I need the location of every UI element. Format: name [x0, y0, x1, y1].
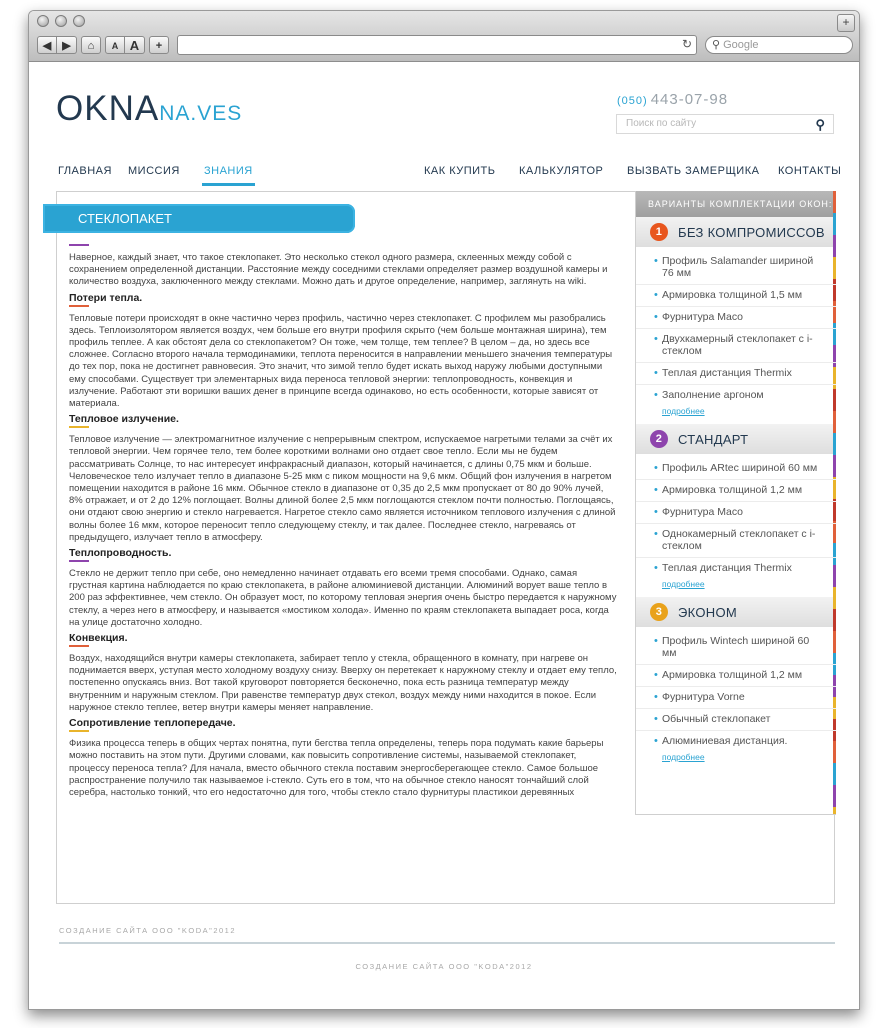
section-accent: [69, 645, 89, 647]
nav-item-home[interactable]: ГЛАВНАЯ: [58, 165, 112, 177]
list-item: • Фурнитура Maco: [636, 502, 836, 524]
package-header[interactable]: [636, 424, 836, 454]
nav-item-contacts[interactable]: КОНТАКТЫ: [778, 165, 842, 177]
footer-credit-top[interactable]: СОЗДАНИЕ САЙТА ООО "KODA"2012: [59, 926, 237, 935]
section-text: Тепловые потери происходят в окне частично через профиль, частично через стеклопакет. С профилем мы разобрались здесь. Теплоизолятором является воздух, чем больше его внутри профиля скрыто (чем больше монтажная ширина), тем профиль теплее. А как обстоят дела со стеклопакетом? Он тоже, чем толще, тем теплее? В целом – да, но здесь все сложнее. Согласно второго начала термодинамики, теплота переносится в направлении меньшего значения температуры до тех пор, пока не достигнет равновесия. Это значит, что зимой тепло будет искать выход наружу любыми доступными ему способами. Существует три элементарных вида переноса тепловой энергии: теплопроводность, конвекция и излучение. Работают эти воришки ваших денег в принципе всегда одинаково, но есть особенности, которые зависят от материала.: [69, 312, 613, 410]
add-bookmark-button[interactable]: +: [149, 36, 169, 54]
package-number-badge: 2: [650, 430, 668, 448]
list-item: • Однокамерный стеклопакет с i-стеклом: [636, 524, 836, 558]
more-link[interactable]: подробнее: [662, 579, 705, 589]
article-section: [69, 632, 617, 714]
article-section: [69, 547, 617, 629]
section-text: Воздух, находящийся внутри камеры стеклопакета, забирает тепло у стекла, обращенного в комнату, при нагреве он поднимается вверх, уступая место холодному воздуху снизу. Вверху он перетекает к наружному стеклу и отдает ему тепло, постепенно опускаясь вниз. Вот такой круговорот повторяется бесконечно, пока есть разница температур между внутренним и наружным стеклом. При равенстве температур двух стекол, воздух между ними находится в покое. Если наружное стекло теплее, ветер внутри камеры меняет направление.: [69, 653, 617, 713]
section-accent: [69, 560, 89, 562]
font-size-group: [105, 36, 145, 54]
list-item: • Армировка толщиной 1,2 мм: [636, 480, 836, 502]
phone-digits: 443-07-98: [650, 91, 729, 108]
list-item: • Заполнение аргоном: [636, 385, 836, 406]
package-number-badge: 3: [650, 603, 668, 621]
package-title: БЕЗ КОМПРОМИССОВ: [678, 224, 825, 240]
article-section: [69, 244, 617, 289]
section-accent: [69, 305, 89, 307]
font-larger-button[interactable]: A: [125, 36, 145, 54]
section-heading: Сопротивление теплопередаче.: [69, 717, 236, 730]
phone-number: [617, 91, 728, 108]
page-title: СТЕКЛОПАКЕТ: [43, 204, 355, 233]
footer-credit-bottom[interactable]: СОЗДАНИЕ САЙТА ООО "KODA"2012: [355, 962, 533, 971]
list-item: • Профиль ARtec шириной 60 мм: [636, 458, 836, 480]
list-item: • Обычный стеклопакет: [636, 709, 836, 731]
section-text: Тепловое излучение — электромагнитное излучение с непрерывным спектром, испускаемое нагретыми телами за счёт их тепловой энергии. Чем горячее тело, тем более короткими волнами оно отдает свое тепло. Если мы не будем рассматривать Солнце, то нас интересует инфракрасный диапазон, который начинается, с длины 0,75 мкм и больше. Человеческое тело излучает тепло в диапазоне 5-25 мкм с пиком мощности на 9,6 мкм. Общий фон излучения в нагретом помещении находится в районе 16 мкм. Обычное стекло в диапазоне от 0,35 до 2,5 мкм пропускает от 80 до 90% лучей, 8% отражает, и от 2 до 12% поглощает. Волны длиной более 2,5 мкм поглощаются стеклом почти полностью. Поглощаясь, они отдают свою энергию и стекло нагревается. Нагретое стекло само является источником теплового излучения с длиной волны более 16 мкм, которое переносит тепло следующему стеклу, и так далее. Последнее стекло, нагреваясь от предыдущего, излучает тепло в атмосферу.: [69, 434, 616, 543]
package-number-badge: 1: [650, 223, 668, 241]
package-feature-list: [636, 454, 836, 579]
list-item: • Профиль Salamander шириной 76 мм: [636, 251, 836, 285]
list-item: • Фурнитура Vorne: [636, 687, 836, 709]
list-item: • Алюминиевая дистанция.: [636, 731, 836, 752]
package-card: [636, 597, 836, 770]
main-navigation: [57, 165, 859, 185]
sidebar-heading: ВАРИАНТЫ КОМПЛЕКТАЦИИ ОКОН:: [636, 191, 836, 217]
back-forward-group: [37, 36, 77, 54]
section-text: Наверное, каждый знает, что такое стеклопакет. Это несколько стекол одного размера, склеенных между собой с сохранением определенной дистанции. Расстояние между соседними стеклами определяет размер воздушной камеры и количество воздуха, заключенного между стеклами. Можно дать и другое определение, например, заглянуть на wiki.: [69, 252, 608, 288]
nav-item-how-to-buy[interactable]: КАК КУПИТЬ: [424, 165, 496, 177]
browser-window: [28, 10, 860, 1010]
section-text: Стекло не держит тепло при себе, оно немедленно начинает отдавать его всеми тремя способами. Однако, самая грустная картина наблюдается по краю стеклопакета, в районе алюминиевой дистанции. Алюминий ворует ваше тепло в 200 раз эффективнее, чем стекло. Он образует мост, по которому тепловая энергия очень быстро передается к наружному стеклу, а через него в атмосферу, и называется «мостиком холода». Именно по краям стеклопакета выпадает роса, когда на улице достаточно холодно.: [69, 568, 617, 628]
list-item: • Теплая дистанция Thermix: [636, 363, 836, 385]
site-search-placeholder: Поиск по сайту: [626, 118, 697, 129]
minimize-window-button[interactable]: [55, 15, 67, 27]
browser-toolbar: [37, 35, 853, 55]
article-section: [69, 292, 617, 411]
section-accent: [69, 426, 89, 428]
nav-item-calculator[interactable]: КАЛЬКУЛЯТОР: [519, 165, 604, 177]
list-item: • Двухкамерный стеклопакет с i-стеклом: [636, 329, 836, 363]
search-icon[interactable]: ⚲: [815, 117, 825, 132]
package-header[interactable]: [636, 597, 836, 627]
package-feature-list: [636, 247, 836, 406]
package-header[interactable]: [636, 217, 836, 247]
back-button[interactable]: ◀: [37, 36, 57, 54]
section-accent: [69, 244, 89, 246]
phone-code: (050): [617, 95, 648, 107]
article-section: [69, 413, 617, 544]
browser-search-field[interactable]: [705, 36, 853, 54]
list-item: • Теплая дистанция Thermix: [636, 558, 836, 579]
package-card: [636, 424, 836, 597]
section-heading: Потери тепла.: [69, 291, 143, 304]
browser-search-placeholder: Google: [723, 39, 759, 51]
more-link[interactable]: подробнее: [662, 752, 705, 762]
section-heading: Тепловое излучение.: [69, 413, 179, 426]
site-search-input[interactable]: [616, 114, 834, 134]
window-controls: [37, 15, 85, 27]
zoom-window-button[interactable]: [73, 15, 85, 27]
home-button[interactable]: ⌂: [81, 36, 101, 54]
browser-chrome: [29, 11, 859, 62]
article-body: [69, 244, 617, 899]
article-section: [69, 717, 617, 799]
logo-main: OKNA: [56, 89, 160, 128]
nav-item-call-measurer[interactable]: ВЫЗВАТЬ ЗАМЕРЩИКА: [627, 165, 760, 177]
address-bar[interactable]: [177, 35, 697, 55]
forward-button[interactable]: ▶: [57, 36, 77, 54]
section-text: Физика процесса теперь в общих чертах понятна, пути бегства тепла определены, теперь пора подумать какие барьеры можно поставить на этом пути. Другими словами, как повысить сопротивление системы, называемой стеклопакет, процессу переноса тепла? Для начала, вместо обычного стекла поставим энергосберегающее стекло. Самое большое распространение получило так называемое i-стекло. Суть его в том, что на обычное стекло наносят тончайший слой серебра, настолько тонкий, что его недостаточно для того, чтобы стекло стало фурнитуры пластикои деревянных: [69, 738, 604, 798]
list-item: • Армировка толщиной 1,2 мм: [636, 665, 836, 687]
nav-item-knowledge[interactable]: ЗНАНИЯ: [204, 165, 253, 177]
section-heading: Конвекция.: [69, 632, 128, 645]
list-item: • Профиль Wintech шириной 60 мм: [636, 631, 836, 665]
list-item: • Армировка толщиной 1,5 мм: [636, 285, 836, 307]
nav-item-mission[interactable]: МИССИЯ: [128, 165, 180, 177]
logo-sub: NA.VES: [159, 102, 243, 125]
package-card: [636, 217, 836, 424]
site-logo[interactable]: [56, 89, 242, 129]
close-window-button[interactable]: [37, 15, 49, 27]
reload-icon[interactable]: ↻: [681, 37, 692, 51]
web-page: [29, 62, 859, 1009]
section-accent: [69, 730, 89, 732]
package-feature-list: [636, 627, 836, 752]
more-link[interactable]: подробнее: [662, 406, 705, 416]
footer-divider: [59, 942, 835, 944]
package-sidebar: [635, 191, 836, 815]
font-smaller-button[interactable]: A: [105, 36, 125, 54]
section-heading: Теплопроводность.: [69, 547, 172, 560]
toolbar-toggle-button[interactable]: +: [837, 14, 855, 32]
package-title: СТАНДАРТ: [678, 431, 749, 447]
list-item: • Фурнитура Maco: [636, 307, 836, 329]
package-title: ЭКОНОМ: [678, 604, 738, 620]
search-icon: ⚲: [712, 39, 721, 51]
